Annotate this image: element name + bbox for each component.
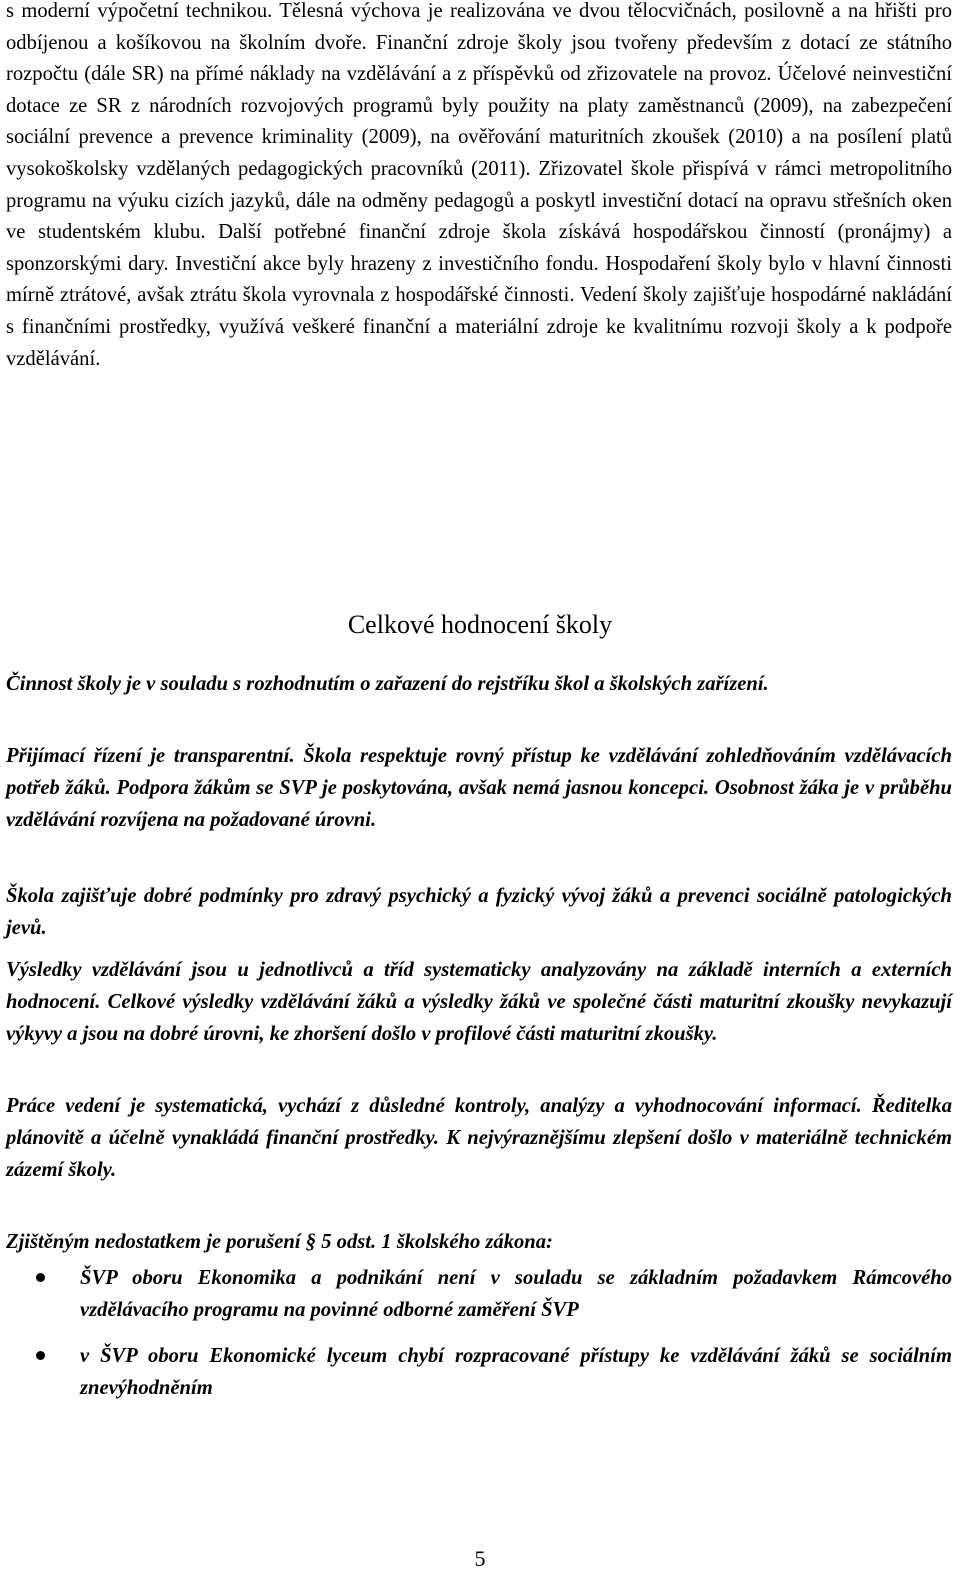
- evaluation-paragraph-conditions: Škola zajišťuje dobré podmínky pro zdravý psychický a fyzický vývoj žáků a prevenci sociálně patologických jevů.: [6, 885, 952, 939]
- evaluation-paragraph-results: Výsledky vzdělávání jsou u jednotlivců a tříd systematicky analyzovány na základě interních a externích hodnocení. Celkové výsledky vzdělávání žáků a výsledky žáků ve společné části maturitní zkoušky nevykazují výkyvy a jsou na dobré úrovni, ke zhoršení došlo v profilové části maturitní zkoušky.: [6, 959, 952, 1045]
- financing-paragraph: s moderní výpočetní technikou. Tělesná výchova je realizována ve dvou tělocvičnách, posilovně a na hřišti pro odbíjenou a košíkovou na školním dvoře. Finanční zdroje školy jsou tvořeny především z dotací ze státního rozpočtu (dále SR) na přímé náklady na vzdělávání a z příspěvků od zřizovatele na provoz. Účelové neinvestiční dotace ze SR z národních rozvojových programů byly použity na platy zaměstnanců (2009), na zabezpečení sociální prevence a prevence kriminality (2009), na ověřování maturitních zkoušek (2010) a na posílení platů vysokoškolsky vzdělaných pedagogických pracovníků (2011). Zřizovatel škole přispívá v rámci metropolitního programu na výuku cizích jazyků, dále na odměny pedagogů a poskytl investiční dotací na opravu střešních oken ve studentském klubu. Další potřebné finanční zdroje škola získává hospodářskou činností (pronájmy) a sponzorskými dary. Investiční akce byly hrazeny z investičního fondu. Hospodaření školy bylo v hlavní činnosti mírně ztrátové, avšak ztrátu škola vyrovnala z hospodářské činnosti. Vedení školy zajišťuje hospodárné nakládání s finančními prostředky, využívá veškeré finanční a materiální zdroje ke kvalitnímu rozvoji školy a k podpoře vzdělávání.: [6, 0, 952, 370]
- evaluation-paragraph-management: Práce vedení je systematická, vychází z důsledné kontroly, analýzy a vyhodnocování informací. Ředitelka plánovitě a účelně vynakládá finanční prostředky. K nejvýraznějšímu zlepšení došlo v materiálně technickém zázemí školy.: [6, 1095, 952, 1181]
- list-item: [0, 1262, 960, 1326]
- list-item-text: v ŠVP oboru Ekonomické lyceum chybí rozpracované přístupy ke vzdělávání žáků se sociálním znevýhodněním: [80, 1345, 952, 1399]
- evaluation-paragraph-registry: Činnost školy je v souladu s rozhodnutím o zařazení do rejstříku škol a školských zařízení.: [6, 673, 769, 695]
- deficiency-intro: Zjištěným nedostatkem je porušení § 5 odst. 1 školského zákona:: [6, 1231, 553, 1253]
- list-item: [0, 1340, 960, 1404]
- section-heading: Celkové hodnocení školy: [347, 610, 613, 639]
- evaluation-paragraph-admission: Přijímací řízení je transparentní. Škola respektuje rovný přístup ke vzdělávání zohledňováním vzdělávacích potřeb žáků. Podpora žákům se SVP je poskytována, avšak nemá jasnou koncepci. Osobnost žáka je v průběhu vzdělávání rozvíjena na požadované úrovni.: [6, 745, 952, 831]
- deficiency-list: [0, 1262, 960, 1418]
- page-number: 5: [474, 1546, 486, 1571]
- bullet-icon: [36, 1273, 45, 1282]
- list-item-text: ŠVP oboru Ekonomika a podnikání není v souladu se základním požadavkem Rámcového vzdělávacího programu na povinné odborné zaměření ŠVP: [80, 1267, 952, 1321]
- bullet-icon: [36, 1351, 45, 1360]
